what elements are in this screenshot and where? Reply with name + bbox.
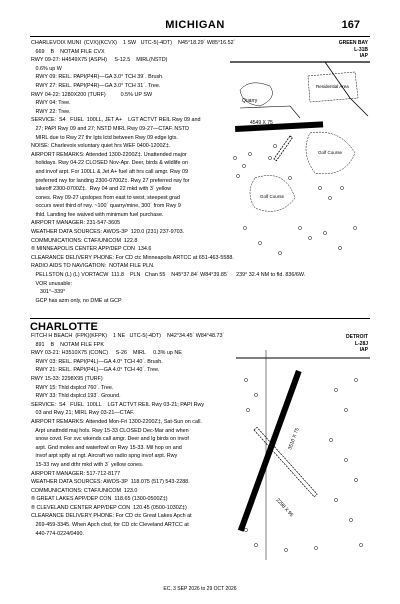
tree-icon [323,231,326,234]
charlotte-line: 891 B NOTAM FILE FPK [31,341,104,348]
charlotte-line: AIRPORT MANAGER: 517-712-8177 [31,470,121,477]
tree-icon [236,174,239,177]
charlevoix-sidebar [339,40,368,60]
tree-icon [244,378,247,381]
tree-icon [334,388,337,391]
charlotte-line: COMMUNICATIONS: CTAF/UNICOM 123.0 [31,487,138,494]
sidebar-iap-2: IAP [359,347,368,354]
sidebar-iap: IAP [359,53,368,60]
header-rule [30,36,370,37]
tree-icon [318,186,321,189]
tree-icon [288,176,291,179]
page-number: 167 [341,19,360,31]
charlotte-line: Arpt unattndd maj hols. Rwy 15-33 CLOSED Dec-Mar and when [31,427,189,434]
charlevoix-line: 0.6% up W [31,65,62,72]
section-rule [30,318,370,319]
sidebar-center-2: DETROIT [346,334,368,340]
tree-icon [244,528,247,531]
charlevoix-line: MIRL due to Rwy 27 thr lgts lctd between Rwy 09 edge lgts. [31,134,178,141]
tree-icon [344,408,347,411]
tree-icon [273,144,276,147]
charlevoix-line: cones. Rwy 09-27 upslopes from east to west, steepest grad [31,194,180,201]
tree-icon [298,226,301,229]
tree-icon [246,408,249,411]
charlevoix-line: NOISE: Charlevoix voluntary quiet hrs WEF 0400-1200Z‡. [31,143,171,150]
charlevoix-line: RADIO AIDS TO NAVIGATION: NOTAM FILE PLN. [31,263,155,270]
charlotte-line: RWY 21: REIL. PAPI(P4L)—GA 4.0° TCH 40´. Tree. [31,367,160,374]
charlevoix-line: RWY 04: Tree. [31,100,71,107]
charlotte-line: 15-33 rwy and dthr mkd with 3´ yellow cones. [31,461,144,468]
tree-icon [243,226,246,229]
tree-icon [284,548,287,551]
charlotte-line: RWY 33: Thld dsplcd 193´. Ground. [31,393,121,400]
charlevoix-line: takeoff 2300-0700Z‡. Rwy 04 and 22 mkd with 3´ yellow [31,186,172,193]
tree-icon [344,458,347,461]
sidebar-chart: L-31B [354,46,368,53]
tree-icon [328,196,331,199]
charlevoix-line: PELLSTON (L) (L) VORTACW 111.8 PLN Chan 55 N45°37.84´ W84°39.85´ 239° 32.4 NM to fld. 836/6W. [31,272,306,279]
charlotte-line: ® CLEVELAND CENTER APP/DEP CON 120.45 (0500-1030Z‡) [31,504,187,511]
charlevoix-line: RWY 09-27: H4549X75 (ASPH) S-12.5 MIRL(NSTD) [31,57,168,64]
charlevoix-line: WEATHER DATA SOURCES: AWOS-3P 120.0 (231) 237-9703. [31,229,185,236]
city-charlotte: CHARLOTTE [30,321,98,333]
charlotte-line: RWY 15-33: 2298X95 (TURF) [31,375,103,382]
runway-03-21-label: 3510 X 75 [287,427,301,451]
tree-icon [314,546,317,549]
sidebar-chart-2: L-28J [354,340,368,347]
charlotte-line: invof arpt sptly at ngt. Aircraft wo radio spng invof arpt. Rwy [31,453,178,460]
charlotte-line: 269-459-3345. When Apch clsd, for CD ctc Cleveland ARTCC at [31,522,189,529]
sidebar-center: GREEN BAY [338,40,368,46]
charlotte-line: WEATHER DATA SOURCES: AWOS-3P 118.075 (517) 543-2288. [31,479,190,486]
charlotte-line: RWY 15: Thld dsplcd 760´. Tree. [31,384,114,391]
charlevoix-line: holidays. Rwy 04-22 CLOSED Nov-Apr. Deer, birds & wildlife on [31,160,188,167]
charlotte-line: FITCH H BEACH (FPK)(KFPK) 1 NE UTC-5(-4DT) N42°34.45´ W84°48.73´ [31,333,225,339]
tree-icon [354,378,357,381]
fitch-beach-airport-diagram [236,350,370,560]
residential-label: Residential Area [316,84,349,89]
fitch-beach-entry [31,332,224,538]
tree-icon [340,186,343,189]
tree-icon [258,241,261,244]
charlevoix-line: RWY 04-22: 1280X200 (TURF) 0.5% UP SW [31,91,153,98]
charlevoix-line: RWY 22: Tree. [31,108,71,115]
charlevoix-line: COMMUNICATIONS: CTAF/UNICOM 122.8 [31,237,138,244]
charlevoix-line: 669 B NOTAM FILE CVX [31,48,105,55]
tree-icon [354,478,357,481]
charlevoix-line: and invof arpt. For 100LL & Jet A+ fuel aft hrs call amgr. Rwy 09 [31,168,188,175]
tree-icon [242,164,245,167]
charlotte-line: 03 and Rwy 21; MIRL Rwy 03-21—CTAF. [31,410,135,417]
tree-icon [359,543,362,546]
tree-icon [254,393,257,396]
charlevoix-line: occurs west third of rwy. ~100´ quarry/mine, 300´ from Rwy 9 [31,203,181,210]
charlevoix-line: CHARLEVOIX MUNI (CVX)(KCVX) 1 SW UTC-5(-4DT) N45°18.29´ W85°16.52´ [31,40,236,46]
charlotte-line: arpt. Gnd moles and waterfowl on Rwy 15-33. Mil hop on and [31,444,182,451]
charlevoix-line: RWY 09: REIL. PAPI(P4R)—GA 3.0° TCH 39´. Brush. [31,74,164,81]
tree-icon [233,156,236,159]
charlevoix-line: VOR unusable: [31,280,73,287]
page-header [30,19,360,35]
charlotte-line: SERVICE: S4 FUEL 100LL LGT ACTVT REIL Rwy 03-21; PAPI Rwy [31,401,205,408]
tree-icon [334,498,337,501]
tree-icon [349,518,352,521]
charlevoix-line: CLEARANCE DELIVERY PHONE: For CD ctc Minneapolis ARTCC at 651-463-5588. [31,254,234,261]
charlotte-line: AIRPORT REMARKS: Attended Mon-Fri 1300-2200Z‡, Sat-Sun on call. [31,418,202,425]
tree-icon [338,246,341,249]
quarry-label: Quarry [242,98,258,104]
tree-icon [248,152,251,155]
charlevoix-line: AIRPORT REMARKS: Attended 1300-2200Z‡. Unattended major [31,151,187,158]
tree-icon [268,156,271,159]
charlotte-line: RWY 03-21: H3510X75 (CONC) S-26 MIRL 0.3% up NE [31,350,182,357]
runway-15-33-label: 2298 X 95 [274,497,295,519]
tree-icon [278,251,281,254]
page-footer: EC, 3 SEP 2026 to 29 OCT 2026 [163,586,237,592]
charlevoix-line: SERVICE: S4 FUEL 100LL, JET A+ LGT ACTVT REIL Rwy 09 and [31,117,201,124]
charlevoix-line: ® MINNEAPOLIS CENTER APP/DEP CON 134.6 [31,246,152,253]
charlotte-line: 440-774-0224/0490. [31,530,85,537]
charlotte-line: snow covd. For svc wkends call amgr. Deer and lg birds on invof [31,436,189,443]
charlevoix-line: RWY 27: REIL. PAPI(P4R)—GA 3.0° TCH 31´. Tree. [31,82,161,89]
charlevoix-line: preferred rwy for landing 2300-0700Z‡. Rwy 27 preferred rwy for [31,177,190,184]
tree-icon [308,236,311,239]
charlevoix-line: GCP has azm only, no DME at GCP [31,297,122,304]
golf-course-label-2: Golf Course [260,194,285,199]
charlevoix-line: 301°–339° [31,289,66,296]
charlevoix-line: 27; PAPI Rwy 09 and 27; NSTD MIRL Rwy 09-27—CTAF. NSTD [31,125,190,132]
golf-course-label-1: Golf Course [318,150,343,155]
charlevoix-airport-diagram [230,58,370,278]
tree-icon [329,438,332,441]
charlotte-line: RWY 03: REIL. PAPI(P4L)—GA 4.0° TCH 40´. Brush. [31,358,163,365]
charlotte-line: ® GREAT LAKES APP/DEP CON 118.65 (1300-0500Z‡) [31,496,168,503]
state-title: MICHIGAN [165,19,225,31]
tree-icon [353,226,356,229]
charlevoix-line: AIRPORT MANAGER: 231-547-3605 [31,220,121,227]
charlevoix-line: thld. Landing fee waived with minimum fuel purchase. [31,211,164,218]
charlotte-line: CLEARANCE DELIVERY PHONE: For CD ctc Great Lakes Apch at [31,513,192,520]
tree-icon [254,543,257,546]
runway-dimensions-label: 4549 X 75 [250,120,273,126]
